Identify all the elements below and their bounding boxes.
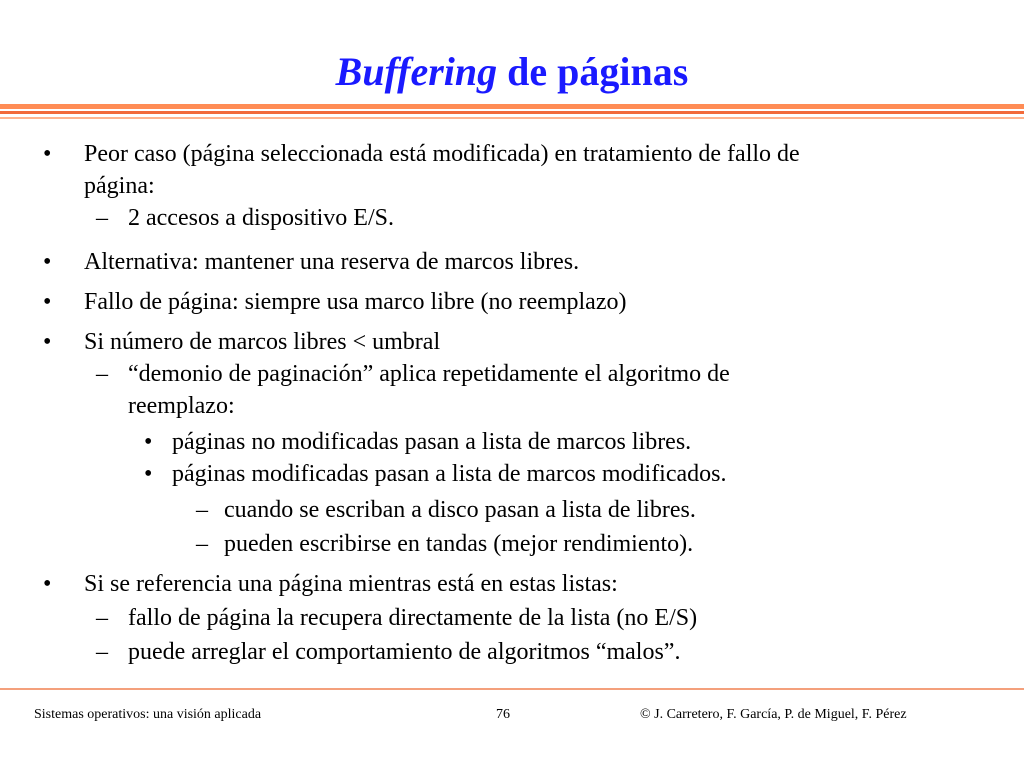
bullet-text-continuation: página:	[84, 173, 155, 199]
bullet-marker: •	[43, 329, 52, 355]
level4-bullet-text: cuando se escriban a disco pasan a lista de libres.	[224, 497, 696, 523]
footer-book-title: Sistemas operativos: una visión aplicada	[34, 707, 262, 722]
slide-title-italic: Buffering	[335, 49, 498, 94]
sub-bullet-text: fallo de página la recupera directamente de la lista (no E/S)	[128, 605, 698, 631]
level3-bullet-text: páginas no modificadas pasan a lista de marcos libres.	[172, 429, 692, 455]
level4-bullet-text: pueden escribirse en tandas (mejor rendimiento).	[224, 531, 694, 557]
dash-marker-level4: –	[196, 497, 208, 523]
sub-bullet-text: “demonio de paginación” aplica repetidamente el algoritmo de	[128, 361, 730, 387]
slide-title-rest: de páginas	[497, 49, 689, 94]
sub-bullet-text: puede arreglar el comportamiento de algoritmos “malos”.	[128, 639, 681, 665]
sub-bullet-text-continuation: reemplazo:	[128, 393, 235, 419]
footer-copyright: © J. Carretero, F. García, P. de Miguel, F. Pérez	[640, 707, 907, 722]
bullet-marker: •	[43, 141, 52, 167]
bullet-text: Peor caso (página seleccionada está modificada) en tratamiento de fallo de	[84, 141, 800, 167]
dash-marker: –	[96, 605, 108, 631]
footer-page-number: 76	[496, 707, 510, 722]
dash-marker: –	[96, 205, 108, 231]
footer-divider	[0, 688, 1024, 690]
bullet-text: Si número de marcos libres < umbral	[84, 329, 441, 355]
level3-bullet-text: páginas modificadas pasan a lista de marcos modificados.	[172, 461, 727, 487]
dash-marker: –	[96, 361, 108, 387]
bullet-marker-level3: •	[144, 461, 153, 487]
bullet-text: Alternativa: mantener una reserva de marcos libres.	[84, 249, 580, 275]
bullet-marker: •	[43, 289, 52, 315]
bullet-marker-level3: •	[144, 429, 153, 455]
bullet-marker: •	[43, 249, 52, 275]
bullet-marker: •	[43, 571, 52, 597]
bullet-text: Fallo de página: siempre usa marco libre (no reemplazo)	[84, 289, 627, 315]
bullet-text: Si se referencia una página mientras está en estas listas:	[84, 571, 618, 597]
dash-marker-level4: –	[196, 531, 208, 557]
sub-bullet-text: 2 accesos a dispositivo E/S.	[128, 205, 394, 231]
dash-marker: –	[96, 639, 108, 665]
